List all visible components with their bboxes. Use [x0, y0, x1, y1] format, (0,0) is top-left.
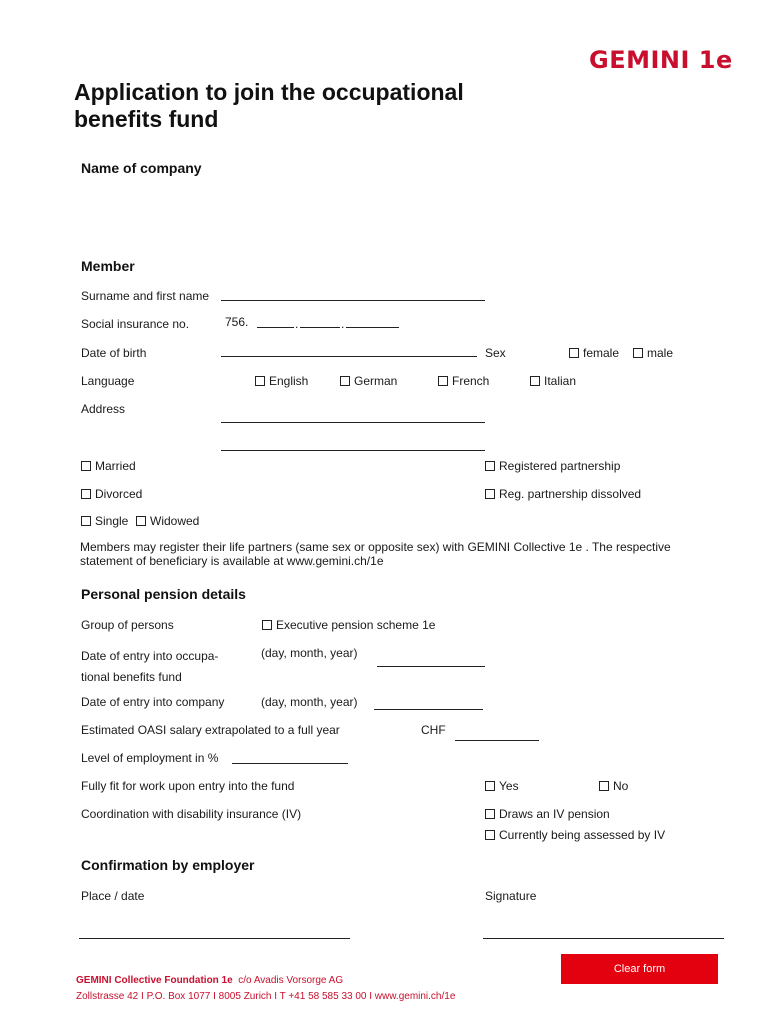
checkbox-icon	[485, 781, 495, 791]
checkbox-registered-partnership[interactable]	[485, 459, 620, 473]
currency-label: CHF	[421, 723, 446, 737]
checkbox-fit-yes[interactable]	[485, 779, 519, 793]
checkbox-icon	[599, 781, 609, 791]
entry-company-date-field[interactable]	[374, 709, 483, 710]
checkbox-fit-no[interactable]	[599, 779, 628, 793]
executive-scheme-label: Executive pension scheme 1e	[276, 618, 436, 632]
social-insurance-sep2: .	[341, 317, 345, 331]
entry-fund-label-line2: tional benefits fund	[81, 670, 182, 684]
checkbox-icon	[438, 376, 448, 386]
iv-coordination-label: Coordination with disability insurance (IV)	[81, 807, 302, 821]
french-label: French	[452, 374, 490, 388]
checkbox-italian[interactable]	[530, 374, 576, 388]
entry-company-label: Date of entry into company	[81, 695, 225, 709]
fit-yes-label: Yes	[499, 779, 519, 793]
checkbox-married[interactable]	[81, 459, 136, 473]
social-insurance-label: Social insurance no.	[81, 317, 190, 331]
entry-fund-label-line1: Date of entry into occupa-	[81, 649, 219, 663]
social-insurance-part1[interactable]	[257, 327, 294, 328]
address-line2-field[interactable]	[221, 450, 485, 451]
checkbox-icon	[633, 348, 643, 358]
checkbox-icon	[485, 461, 495, 471]
single-label: Single	[95, 514, 129, 528]
life-partner-note-line1: Members may register their life partners (same sex or opposite sex) with GEMINI Collective 1e . The respective	[80, 540, 671, 554]
checkbox-icon	[255, 376, 265, 386]
company-heading: Name of company	[81, 160, 202, 176]
company-name-field[interactable]	[80, 182, 725, 242]
signature-field[interactable]	[483, 938, 724, 939]
dob-field[interactable]	[221, 356, 477, 357]
gemini-logo: GEMINI 1e	[589, 46, 733, 74]
iv-assessed-label: Currently being assessed by IV	[499, 828, 666, 842]
checkbox-icon	[530, 376, 540, 386]
confirmation-heading: Confirmation by employer	[81, 857, 255, 873]
sex-label: Sex	[485, 346, 506, 360]
registered-partnership-label: Registered partnership	[499, 459, 621, 473]
address-line1-field[interactable]	[221, 422, 485, 423]
page-title-line1: Application to join the occupational	[74, 79, 464, 105]
footer-care-of: c/o Avadis Vorsorge AG	[238, 975, 344, 986]
checkbox-icon	[262, 620, 272, 630]
checkbox-icon	[81, 461, 91, 471]
english-label: English	[269, 374, 309, 388]
dob-label: Date of birth	[81, 346, 147, 360]
female-label: female	[583, 346, 620, 360]
checkbox-french[interactable]	[438, 374, 489, 388]
checkbox-icon	[569, 348, 579, 358]
salary-field[interactable]	[455, 740, 539, 741]
checkbox-icon	[340, 376, 350, 386]
checkbox-executive-scheme[interactable]	[262, 618, 435, 632]
pension-heading: Personal pension details	[81, 586, 246, 602]
signature-label: Signature	[485, 889, 537, 903]
salary-label: Estimated OASI salary extrapolated to a full year	[81, 723, 340, 737]
address-label: Address	[81, 402, 126, 416]
italian-label: Italian	[544, 374, 577, 388]
place-date-label: Place / date	[81, 889, 145, 903]
entry-fund-date-hint: (day, month, year)	[261, 646, 358, 660]
partnership-dissolved-label: Reg. partnership dissolved	[499, 487, 642, 501]
surname-label: Surname and first name	[81, 289, 210, 303]
german-label: German	[354, 374, 398, 388]
entry-company-date-hint: (day, month, year)	[261, 695, 358, 709]
social-insurance-sep1: .	[295, 317, 299, 331]
checkbox-german[interactable]	[340, 374, 397, 388]
place-date-field[interactable]	[79, 938, 350, 939]
footer-address: Zollstrasse 42 I P.O. Box 1077 I 8005 Zurich I T +41 58 585 33 00 I www.gemini.ch/1e	[76, 991, 456, 1002]
entry-fund-label	[81, 646, 218, 688]
fit-no-label: No	[613, 779, 629, 793]
member-heading: Member	[81, 258, 135, 274]
social-insurance-part3[interactable]	[346, 327, 399, 328]
checkbox-icon	[81, 489, 91, 499]
checkbox-male[interactable]	[633, 346, 673, 360]
iv-pension-label: Draws an IV pension	[499, 807, 610, 821]
page-title-line2: benefits fund	[74, 106, 219, 132]
page-title	[74, 79, 464, 133]
surname-field[interactable]	[221, 300, 485, 301]
checkbox-iv-assessed[interactable]	[485, 828, 665, 842]
checkbox-iv-pension[interactable]	[485, 807, 610, 821]
employment-level-label: Level of employment in %	[81, 751, 219, 765]
checkbox-female[interactable]	[569, 346, 619, 360]
life-partner-note-line2: statement of beneficiary is available at www.gemini.ch/1e	[80, 554, 384, 568]
entry-fund-date-field[interactable]	[377, 666, 485, 667]
checkbox-icon	[485, 830, 495, 840]
male-label: male	[647, 346, 674, 360]
checkbox-icon	[136, 516, 146, 526]
married-label: Married	[95, 459, 136, 473]
language-label: Language	[81, 374, 135, 388]
checkbox-single[interactable]	[81, 514, 128, 528]
checkbox-english[interactable]	[255, 374, 308, 388]
life-partner-note	[80, 540, 740, 568]
checkbox-icon	[81, 516, 91, 526]
checkbox-divorced[interactable]	[81, 487, 142, 501]
fit-for-work-label: Fully fit for work upon entry into the fund	[81, 779, 295, 793]
social-insurance-part2[interactable]	[300, 327, 340, 328]
clear-form-button[interactable]: Clear form	[561, 954, 718, 984]
social-insurance-prefix: 756.	[225, 315, 249, 329]
widowed-label: Widowed	[150, 514, 200, 528]
group-of-persons-label: Group of persons	[81, 618, 174, 632]
checkbox-widowed[interactable]	[136, 514, 199, 528]
checkbox-partnership-dissolved[interactable]	[485, 487, 641, 501]
checkbox-icon	[485, 809, 495, 819]
employment-level-field[interactable]	[232, 763, 348, 764]
divorced-label: Divorced	[95, 487, 143, 501]
checkbox-icon	[485, 489, 495, 499]
footer-org-name: GEMINI Collective Foundation 1e	[76, 975, 233, 986]
footer-org-line	[76, 975, 343, 986]
